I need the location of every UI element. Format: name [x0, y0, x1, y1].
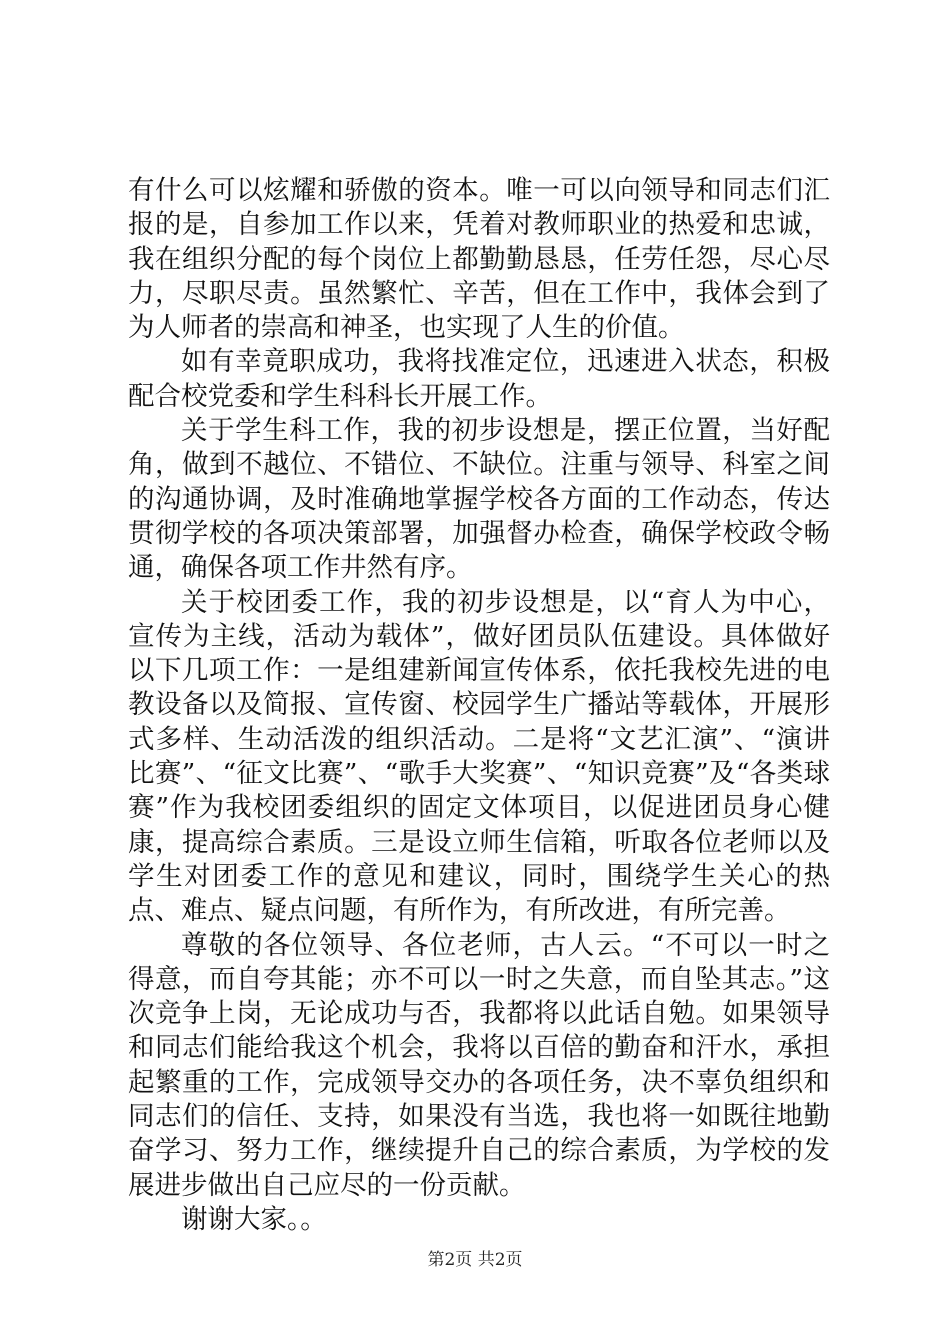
document-body: [128, 174, 830, 1237]
paragraph-position-intent: 如有幸竟职成功，我将找准定位，迅速进入状态，积极配合校党委和学生科科长开展工作。: [128, 346, 830, 412]
paragraph-youth-league: 关于校团委工作，我的初步设想是，以“育人为中心，宣传为主线，活动为载体”，做好团员队伍建设。具体做好以下几项工作：一是组建新闻宣传体系，依托我校先进的电教设备以及简报、宣传窗、校园学生广播站等载体，开展形式多样、生动活泼的组织活动。二是将“文艺汇演”、“演讲比赛”、“征文比赛”、“歌手大奖赛”、“知识竞赛”及“各类球赛”作为我校团委组织的固定文体项目，以促进团员身心健康，提高综合素质。三是设立师生信箱，听取各位老师以及学生对团委工作的意见和建议，同时，围绕学生关心的热点、难点、疑点问题，有所作为，有所改进，有所完善。: [128, 586, 830, 927]
paragraph-student-affairs: 关于学生科工作，我的初步设想是，摆正位置，当好配角，做到不越位、不错位、不缺位。注重与领导、科室之间的沟通协调，及时准确地掌握学校各方面的工作动态，传达贯彻学校的各项决策部署，加强督办检查，确保学校政令畅通，确保各项工作井然有序。: [128, 415, 830, 584]
paragraph-thanks: 谢谢大家。。: [181, 1203, 327, 1235]
paragraph-continued: 有什么可以炫耀和骄傲的资本。唯一可以向领导和同志们汇报的是，自参加工作以来，凭着对教师职业的热爱和忠诚，我在组织分配的每个岗位上都勤勤恳恳，任劳任怨，尽心尽力，尽职尽责。虽然繁忙、辛苦，但在工作中，我体会到了为人师者的崇高和神圣，也实现了人生的价值。: [128, 175, 830, 344]
page-number-footer: 第2页 共2页: [427, 1250, 523, 1270]
paragraph-closing-remarks: 尊敬的各位领导、各位老师，古人云。“不可以一时之得意，而自夸其能；亦不可以一时之失意，而自坠其志。”这次竞争上岗，无论成功与否，我都将以此话自勉。如果领导和同志们能给我这个机会，我将以百倍的勤奋和汗水，承担起繁重的工作，完成领导交办的各项任务，决不辜负组织和同志们的信任、支持，如果没有当选，我也将一如既往地勤奋学习、努力工作，继续提升自己的综合素质，为学校的发展进步做出自己应尽的一份贡献。: [128, 929, 830, 1201]
